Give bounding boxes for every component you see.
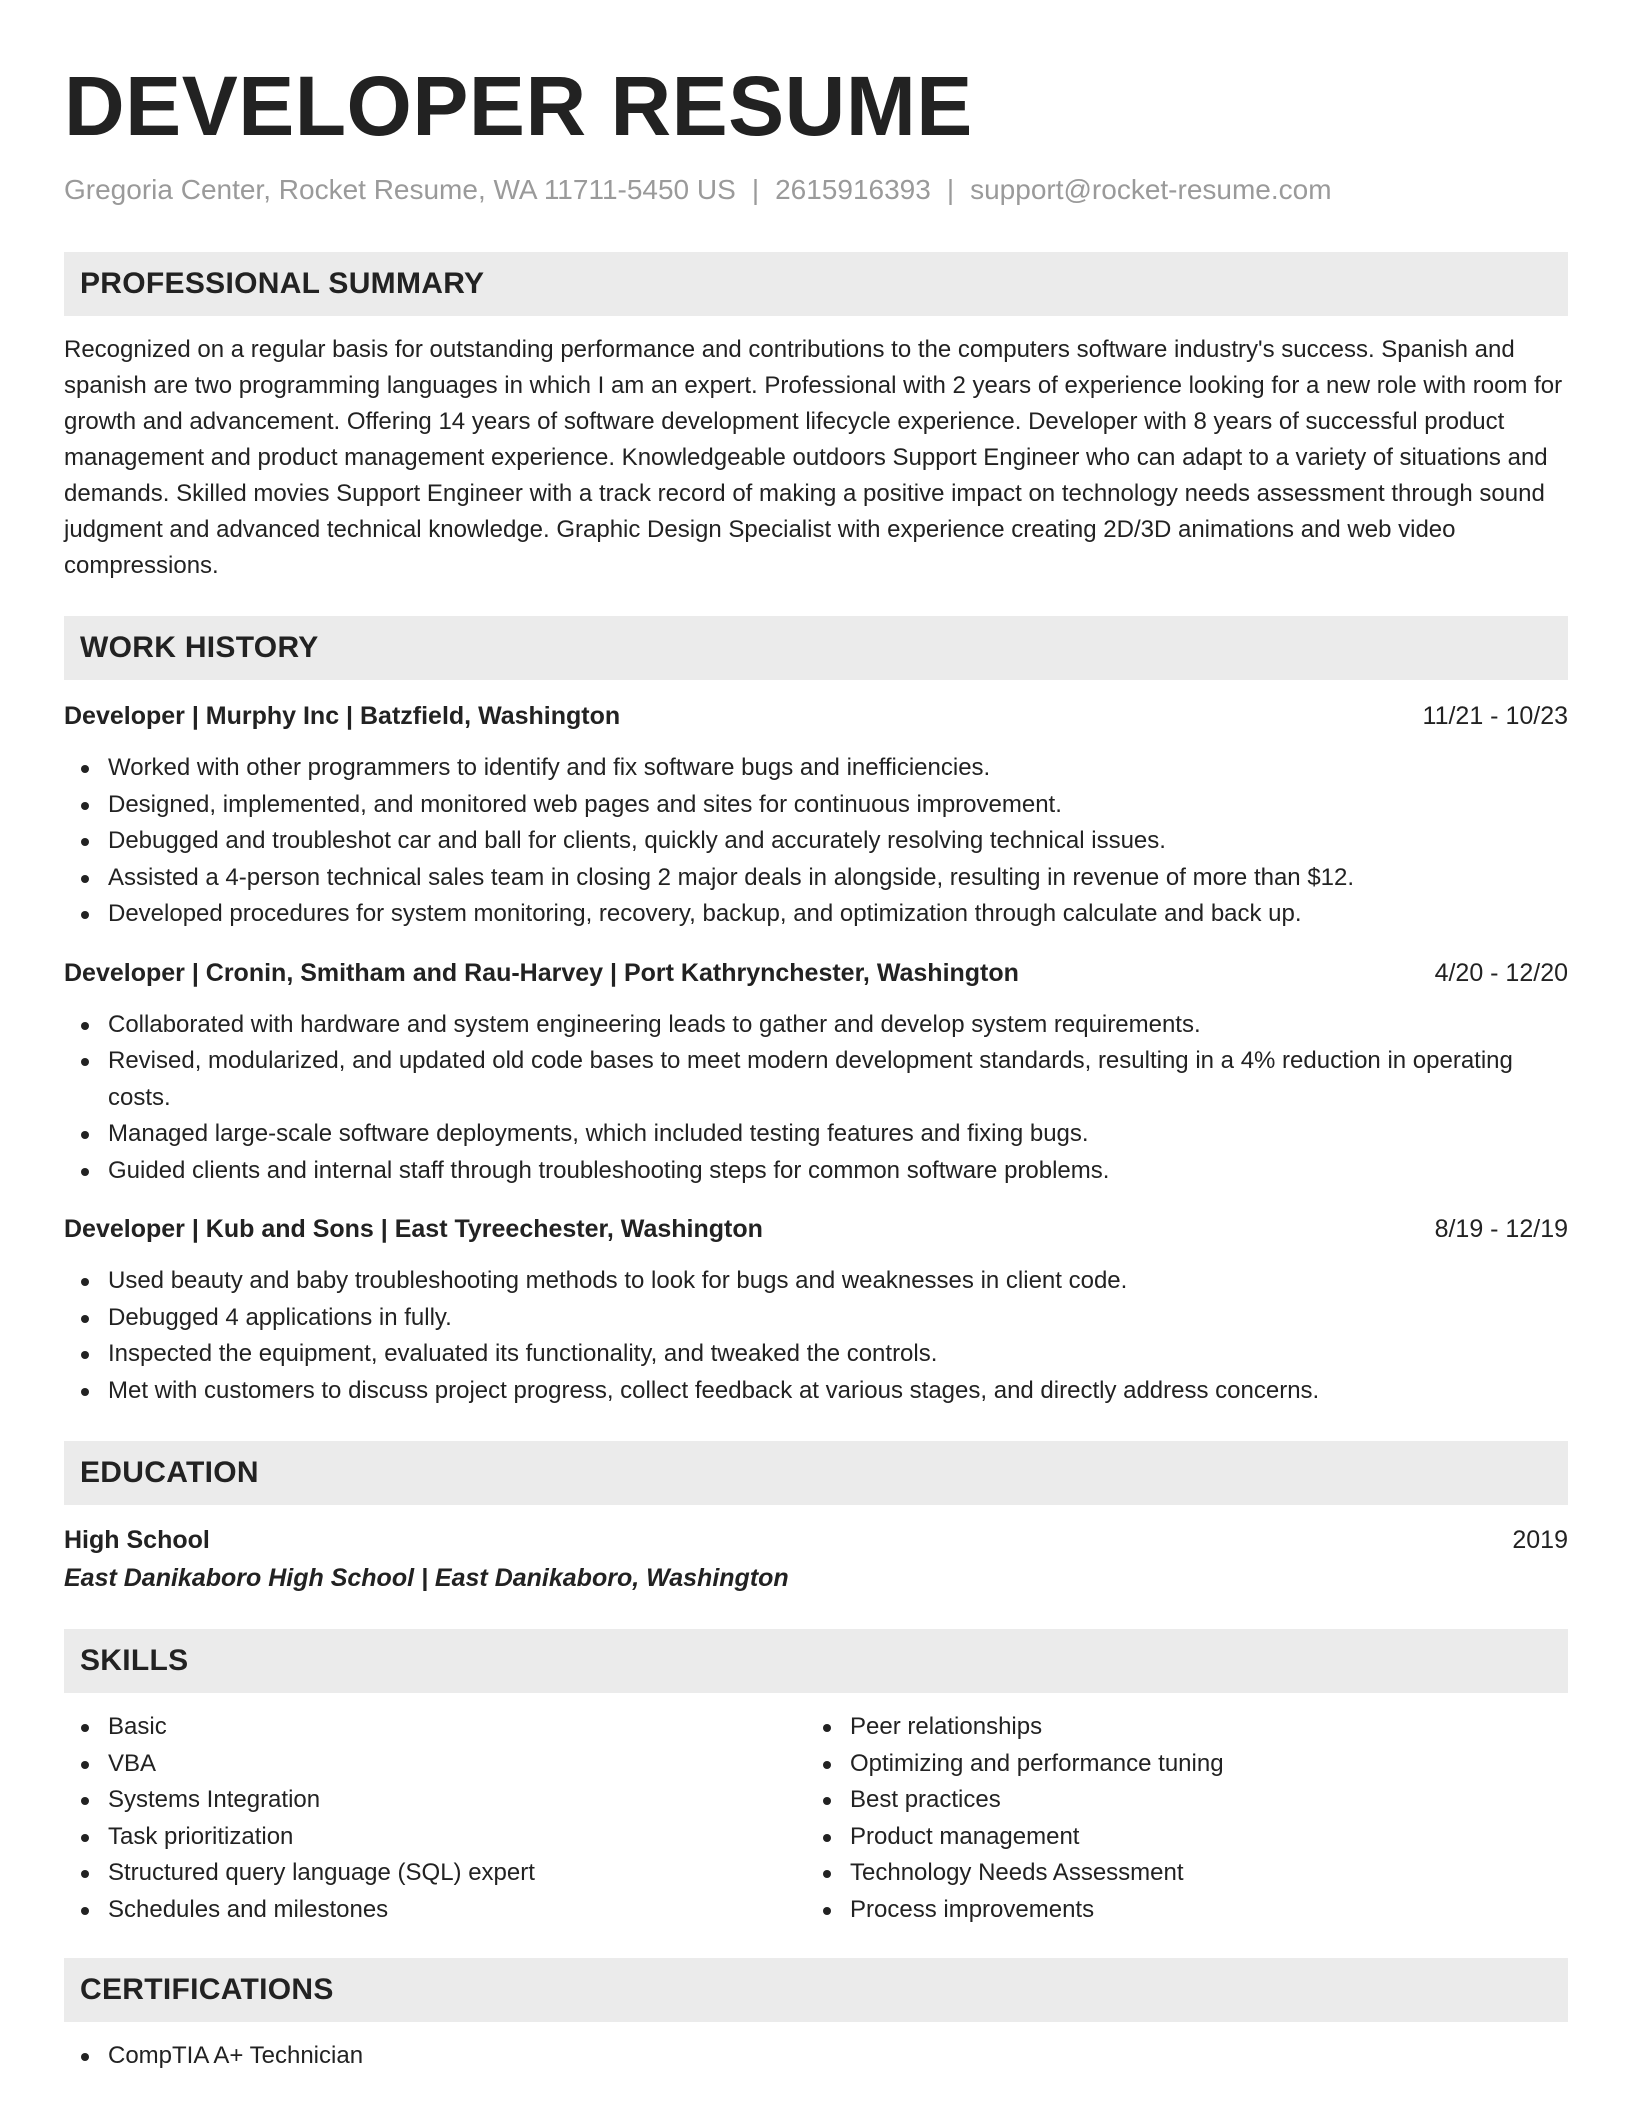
job-bullet: Revised, modularized, and updated old code bases to meet modern development standards, resulting in a 4% reduction in operating costs. — [64, 1043, 1568, 1116]
contact-separator: | — [946, 174, 955, 205]
contact-line — [64, 172, 1568, 208]
section-heading-summary: PROFESSIONAL SUMMARY — [64, 252, 1568, 316]
contact-separator: | — [751, 174, 760, 205]
skill-item: Product management — [806, 1819, 1548, 1856]
job-entry — [64, 1211, 1568, 1409]
education-header — [64, 1521, 1568, 1559]
certification-item: CompTIA A+ Technician — [64, 2038, 1568, 2075]
job-dates: 4/20 - 12/20 — [1434, 958, 1568, 987]
skill-item: Basic — [64, 1709, 806, 1746]
skill-item: Systems Integration — [64, 1782, 806, 1819]
job-entry — [64, 698, 1568, 933]
job-bullet: Assisted a 4-person technical sales team in closing 2 major deals in alongside, resulting in revenue of more than $12. — [64, 860, 1568, 897]
job-header — [64, 1211, 1568, 1247]
job-bullets — [64, 750, 1568, 933]
job-title: Developer | Cronin, Smitham and Rau-Harvey | Port Kathrynchester, Washington — [64, 958, 1019, 987]
resume-page — [64, 0, 1568, 2075]
job-bullet: Used beauty and baby troubleshooting methods to look for bugs and weaknesses in client code. — [64, 1263, 1568, 1300]
job-title: Developer | Kub and Sons | East Tyreechester, Washington — [64, 1215, 763, 1243]
skills-columns — [64, 1709, 1568, 1928]
contact-email: support@rocket-resume.com — [970, 174, 1332, 205]
skill-item: Peer relationships — [806, 1709, 1548, 1746]
job-bullet: Debugged and troubleshot car and ball for clients, quickly and accurately resolving technical issues. — [64, 823, 1568, 860]
job-bullet: Designed, implemented, and monitored web pages and sites for continuous improvement. — [64, 787, 1568, 824]
skill-item: Task prioritization — [64, 1819, 806, 1856]
education-degree: High School — [64, 1526, 210, 1554]
skills-list-right — [806, 1709, 1548, 1928]
contact-address: Gregoria Center, Rocket Resume, WA 11711-5450 US — [64, 174, 736, 205]
skills-list-left — [64, 1709, 806, 1928]
job-bullet: Developed procedures for system monitoring, recovery, backup, and optimization through calculate and back up. — [64, 896, 1568, 933]
resume-title: DEVELOPER RESUME — [64, 59, 973, 153]
job-bullet: Guided clients and internal staff through troubleshooting steps for common software problems. — [64, 1153, 1568, 1190]
job-bullet: Managed large-scale software deployments, which included testing features and fixing bugs. — [64, 1116, 1568, 1153]
certifications-list — [64, 2038, 1568, 2075]
skill-item: Technology Needs Assessment — [806, 1855, 1548, 1892]
skill-item: Structured query language (SQL) expert — [64, 1855, 806, 1892]
skill-item: VBA — [64, 1746, 806, 1783]
job-bullet: Worked with other programmers to identify and fix software bugs and inefficiencies. — [64, 750, 1568, 787]
job-bullet: Inspected the equipment, evaluated its functionality, and tweaked the controls. — [64, 1336, 1568, 1373]
contact-phone: 2615916393 — [775, 174, 931, 205]
skill-item: Optimizing and performance tuning — [806, 1746, 1548, 1783]
job-header — [64, 955, 1568, 991]
job-title: Developer | Murphy Inc | Batzfield, Washington — [64, 702, 621, 730]
skill-item: Best practices — [806, 1782, 1548, 1819]
skill-item: Schedules and milestones — [64, 1892, 806, 1929]
skill-item: Process improvements — [806, 1892, 1548, 1929]
job-dates: 8/19 - 12/19 — [1434, 1215, 1568, 1243]
job-entry — [64, 955, 1568, 1190]
section-heading-skills: SKILLS — [64, 1629, 1568, 1693]
summary-text: Recognized on a regular basis for outstanding performance and contributions to the computers software industry's success. Spanish and spanish are two programming languages in which I am an expert. Professional with 2 years of experience looking for a new role with room for growth and advancement. Offering 14 years of software development lifecycle experience. Developer with 8 years of successful product management and product management experience. Knowledgeable outdoors Support Engineer who can adapt to a variety of situations and demands. Skilled movies Support Engineer with a track record of making a positive impact on technology needs assessment through sound judgment and advanced technical knowledge. Graphic Design Specialist with experience creating 2D/3D animations and web video compressions. — [64, 336, 1563, 579]
job-bullet: Collaborated with hardware and system engineering leads to gather and develop system requirements. — [64, 1007, 1568, 1044]
job-bullet: Met with customers to discuss project progress, collect feedback at various stages, and directly address concerns. — [64, 1373, 1568, 1410]
job-dates: 11/21 - 10/23 — [1422, 702, 1568, 730]
education-school: East Danikaboro High School | East Danikaboro, Washington — [64, 1564, 789, 1592]
job-bullet: Debugged 4 applications in fully. — [64, 1300, 1568, 1337]
job-header — [64, 698, 1568, 734]
job-bullets — [64, 1263, 1568, 1409]
section-heading-certifications: CERTIFICATIONS — [64, 1958, 1568, 2022]
job-bullets — [64, 1007, 1568, 1190]
education-year: 2019 — [1512, 1526, 1568, 1554]
section-heading-work-history: WORK HISTORY — [64, 616, 1568, 680]
section-heading-education: EDUCATION — [64, 1441, 1568, 1505]
